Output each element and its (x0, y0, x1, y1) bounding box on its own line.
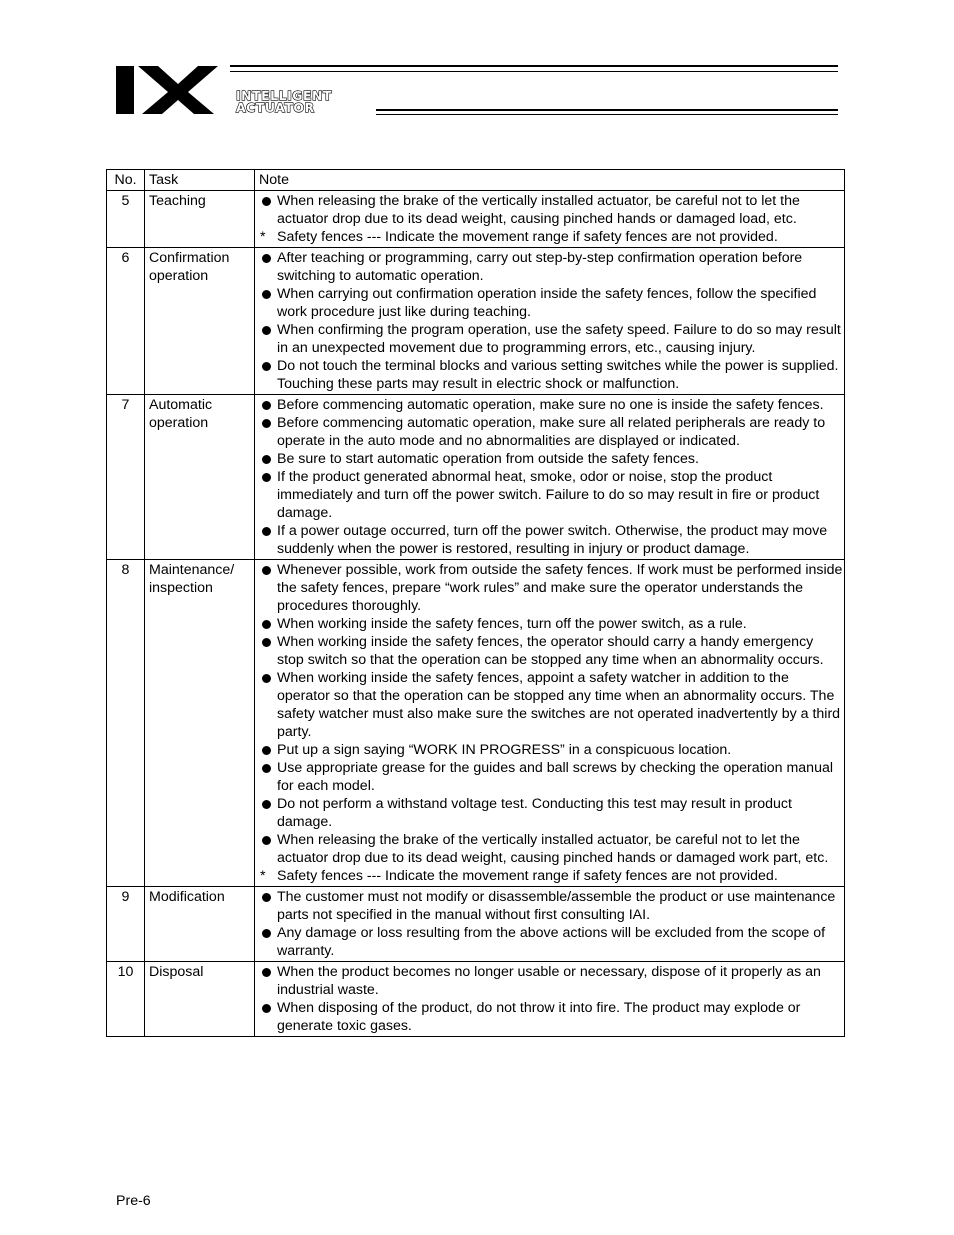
asterisk-marker: * (260, 229, 266, 245)
table-row (107, 560, 845, 887)
note-text: Use appropriate grease for the guides and ball screws by checking the operation manual for each model. (277, 760, 834, 794)
note-text: Before commencing automatic operation, make sure no one is inside the safety fences. (277, 397, 824, 413)
table-row (107, 395, 845, 560)
bullet-icon (262, 473, 271, 482)
note-item (257, 522, 844, 558)
bullet-icon (262, 326, 271, 335)
note-item (257, 249, 844, 285)
row-number: 8 (107, 560, 145, 887)
note-text: When carrying out confirmation operation inside the safety fences, follow the specified work procedure just like during teaching. (277, 286, 817, 320)
note-text: Put up a sign saying “WORK IN PROGRESS” in a conspicuous location. (277, 742, 732, 758)
note-item (257, 888, 844, 924)
header-rule-top-thin (230, 71, 838, 72)
note-item (257, 396, 844, 414)
row-task: Teaching (145, 191, 255, 248)
table-header-row (107, 170, 845, 191)
note-item (257, 795, 844, 831)
note-item (257, 192, 844, 228)
bullet-icon (262, 527, 271, 536)
note-item (257, 321, 844, 357)
bullet-icon (262, 197, 271, 206)
bullet-icon (262, 893, 271, 902)
row-task: Automatic operation (145, 395, 255, 560)
bullet-icon (262, 362, 271, 371)
bullet-icon (262, 800, 271, 809)
note-item (257, 285, 844, 321)
note-text: After teaching or programming, carry out step-by-step confirmation operation before switching to automatic operation. (277, 250, 803, 284)
note-text: Do not touch the terminal blocks and various setting switches while the power is supplied. Touching these parts may result in electric shock or malfunction. (277, 358, 839, 392)
note-item (257, 741, 844, 759)
note-text: When working inside the safety fences, the operator should carry a handy emergency stop switch so that the operation can be stopped any time when an abnormality occurs. (277, 634, 824, 668)
row-notes (255, 962, 845, 1037)
brand-wordmark (236, 90, 332, 114)
row-notes (255, 191, 845, 248)
note-item (257, 759, 844, 795)
header-no: No. (107, 170, 145, 191)
bullet-icon (262, 764, 271, 773)
row-task: Modification (145, 887, 255, 962)
page-number: Pre-6 (116, 1193, 151, 1209)
bullet-icon (262, 401, 271, 410)
note-text: When disposing of the product, do not throw it into fire. The product may explode or generate toxic gases. (277, 1000, 801, 1034)
note-item (257, 561, 844, 615)
note-text: When working inside the safety fences, turn off the power switch, as a rule. (277, 616, 747, 632)
note-text: Safety fences --- Indicate the movement range if safety fences are not provided. (277, 229, 778, 245)
note-item (257, 963, 844, 999)
bullet-icon (262, 1004, 271, 1013)
note-text: When confirming the program operation, use the safety speed. Failure to do so may result in an unexpected movement due to programming errors, etc., causing injury. (277, 322, 841, 356)
note-item (257, 669, 844, 741)
row-task: Maintenance/ inspection (145, 560, 255, 887)
bullet-icon (262, 929, 271, 938)
note-text: Any damage or loss resulting from the above actions will be excluded from the scope of warranty. (277, 925, 826, 959)
bullet-icon (262, 419, 271, 428)
bullet-icon (262, 836, 271, 845)
note-text: The customer must not modify or disassemble/assemble the product or use maintenance parts not specified in the manual without first consulting IAI. (277, 889, 836, 923)
note-text: Do not perform a withstand voltage test. Conducting this test may result in product damage. (277, 796, 792, 830)
note-item (257, 999, 844, 1035)
note-text: When working inside the safety fences, appoint a safety watcher in addition to the operator so that the operation can be stopped any time when an abnormality occurs. The safety watcher must also make sure the switches are not operated inadvertently by a third party. (277, 670, 841, 740)
row-notes (255, 395, 845, 560)
row-number: 5 (107, 191, 145, 248)
bullet-icon (262, 674, 271, 683)
note-item (257, 228, 844, 246)
table-row (107, 248, 845, 395)
row-number: 7 (107, 395, 145, 560)
bullet-icon (262, 566, 271, 575)
bullet-icon (262, 638, 271, 647)
bullet-icon (262, 620, 271, 629)
table-body (107, 191, 845, 1037)
note-item (257, 357, 844, 393)
bullet-icon (262, 254, 271, 263)
note-text: When releasing the brake of the vertically installed actuator, be careful not to let the actuator drop due to its dead weight, causing pinched hands or damaged load, etc. (277, 193, 800, 227)
note-item (257, 468, 844, 522)
row-notes (255, 887, 845, 962)
note-text: Before commencing automatic operation, make sure all related peripherals are ready to operate in the auto mode and no abnormalities are displayed or indicated. (277, 415, 826, 449)
note-text: Safety fences --- Indicate the movement range if safety fences are not provided. (277, 868, 778, 884)
note-item (257, 414, 844, 450)
header-rule-top-thick (230, 65, 838, 67)
note-text: Whenever possible, work from outside the safety fences. If work must be performed inside the safety fences, prepare “work rules” and make sure the operator understands the procedures thoroughly. (277, 562, 843, 614)
bullet-icon (262, 290, 271, 299)
ix-logo (116, 64, 228, 116)
header-rule-bottom-thick (376, 109, 838, 111)
row-task: Confirmation operation (145, 248, 255, 395)
asterisk-marker: * (260, 868, 266, 884)
note-item (257, 867, 844, 885)
note-item (257, 450, 844, 468)
brand-line-2: ACTUATOR (236, 100, 315, 115)
note-item (257, 831, 844, 867)
note-text: When the product becomes no longer usable or necessary, dispose of it properly as an industrial waste. (277, 964, 821, 998)
header-task: Task (145, 170, 255, 191)
note-text: If the product generated abnormal heat, smoke, odor or noise, stop the product immediately and turn off the power switch. Failure to do so may result in fire or product damage. (277, 469, 820, 521)
note-item (257, 633, 844, 669)
row-number: 9 (107, 887, 145, 962)
note-text: When releasing the brake of the vertically installed actuator, be careful not to let the actuator drop due to its dead weight, causing pinched hands or damaged work part, etc. (277, 832, 829, 866)
brand-line-1: INTELLIGENT (236, 88, 333, 103)
note-item (257, 924, 844, 960)
note-text: Be sure to start automatic operation from outside the safety fences. (277, 451, 699, 467)
safety-task-table (106, 169, 845, 1037)
row-task: Disposal (145, 962, 255, 1037)
row-notes (255, 560, 845, 887)
row-number: 10 (107, 962, 145, 1037)
bullet-icon (262, 455, 271, 464)
table-row (107, 887, 845, 962)
row-notes (255, 248, 845, 395)
note-item (257, 615, 844, 633)
bullet-icon (262, 968, 271, 977)
note-text: If a power outage occurred, turn off the power switch. Otherwise, the product may move suddenly when the power is restored, resulting in injury or product damage. (277, 523, 828, 557)
header-rule-bottom-thin (376, 114, 838, 115)
row-number: 6 (107, 248, 145, 395)
bullet-icon (262, 746, 271, 755)
header-note: Note (255, 170, 845, 191)
table-row (107, 962, 845, 1037)
table-row (107, 191, 845, 248)
